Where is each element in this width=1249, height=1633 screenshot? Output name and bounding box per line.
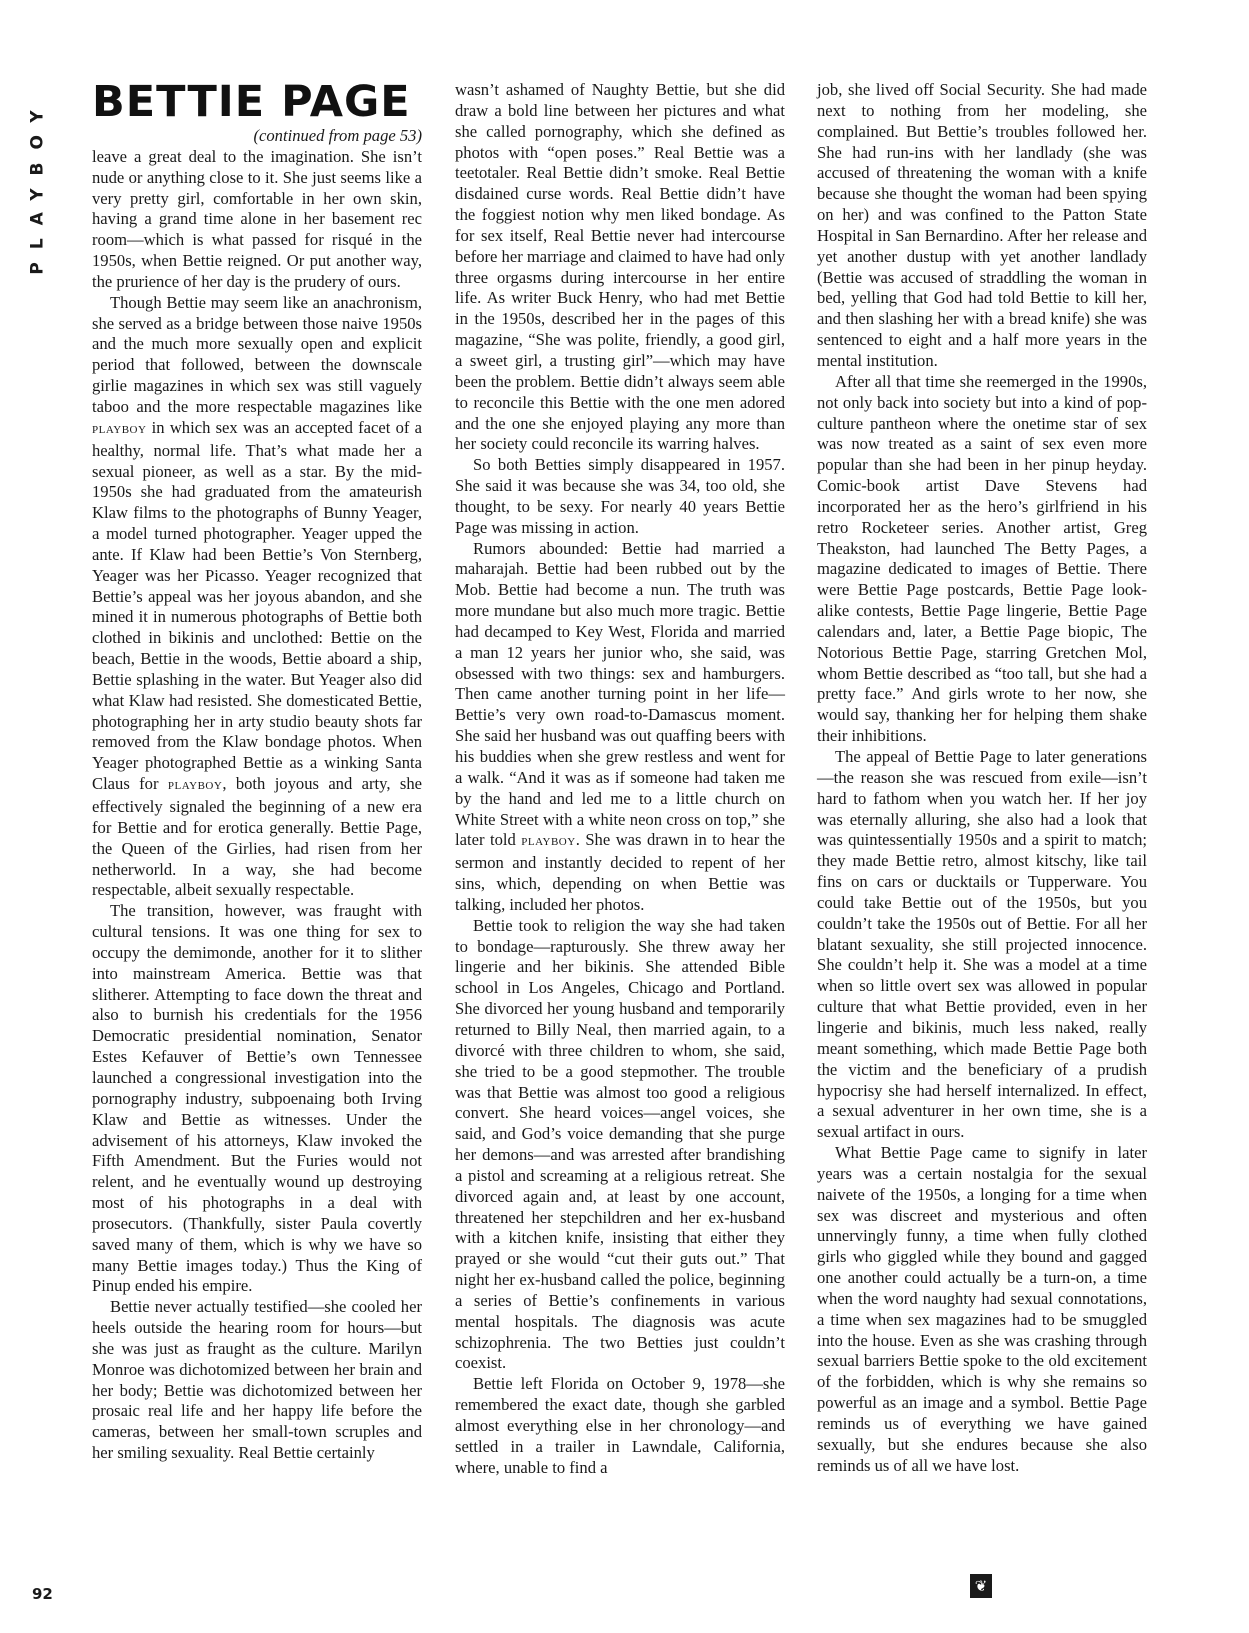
magazine-vertical-logo (18, 76, 58, 296)
rabbit-head-icon: ❦ (970, 1574, 992, 1598)
article-column-3 (817, 80, 1147, 1477)
article-column-1 (92, 77, 422, 1464)
paragraph: The appeal of Bettie Page to later generations—the reason she was rescued from exile—isn’t hard to fathom when you watch her. If her joy was eternally alluring, she also had a look that was quintessentially 1950s and a spirit to match; they made Bettie retro, almost kitschy, like tail fins on cars or ducktails or Tupperware. You could take Bettie out of the 1950s, but you couldn’t take the 1950s out of Bettie. For all her blatant sexuality, she still projected innocence. She couldn’t help it. She was a model at a time when so little overt sex was allowed in popular culture that what Bettie provided, even in her lingerie and bikinis, much less naked, really meant something, which made Bettie Page both the victim and the beneficiary of a prudish hypocrisy she had herself internalized. In effect, a sexual adventurer in her own time, she is a sexual artifact in ours. (817, 747, 1147, 1142)
article-column-2 (455, 80, 785, 1479)
paragraph: Rumors abounded: Bettie had married a maharajah. Bettie had been rubbed out by the Mob. Bettie had become a nun. The truth was more mundane but also much more tragic. Bettie had decamped to Key West, Florida and married a man 12 years her junior who, she said, was obsessed with two things: sex and hamburgers. Then came another turning point in her life—Bettie’s very own road-to-Damascus moment. She said her husband was out quaffing beers with his buddies when she grew restless and went for a walk. “And it was as if someone had taken me by the hand and led me to a little church on White Street with a white neon cross on top,” she later told PLAYBOY. She was drawn in to hear the sermon and instantly decided to repent of her sins, which, depending on when Bettie was talking, included her photos. (455, 538, 785, 914)
paragraph: What Bettie Page came to signify in later years was a certain nostalgia for the sexual naivete of the 1950s, a longing for a time when sex was discreet and mysterious and often unnervingly funny, a time when fully clothed girls who giggled while they bound and gagged one another could actually be a turn-on, a time when the word naughty had sexual connotations, a time when sex magazines had to be smuggled into the house. Even as she was crashing through sexual barriers Bettie spoke to the old excitement of the forbidden, which is why she remains so powerful as an image and a symbol. Bettie Page reminds us of everything we have gained sexually, but she endures because she also reminds us of all we have lost. (817, 1143, 1147, 1475)
paragraph: The transition, however, was fraught with cultural tensions. It was one thing for sex to occupy the demimonde, another for it to slither into mainstream America. Bettie was that slitherer. Attempting to face down the threat and also to burnish his credentials for the 1956 Democratic presidential nomination, Senator Estes Kefauver of Bettie’s own Tennessee launched a congressional investigation into the pornography industry, subpoenaing both Irving Klaw and Bettie as witnesses. Under the advisement of his attorneys, Klaw invoked the Fifth Amendment. But the Furies would not relent, and he eventually wound up destroying most of his photographs in a deal with prosecutors. (Thankfully, sister Paula covertly saved many of them, which is why we have so many Bettie images today.) Thus the King of Pinup ended his empire. (92, 901, 422, 1296)
paragraph: Bettie took to religion the way she had taken to bondage—rapturously. She threw away her lingerie and her bikinis. She attended Bible school in Los Angeles, Chicago and Portland. She divorced her young husband and temporarily returned to Billy Neal, then married again, to a divorcé with three children to whom, she said, she tried to be a good stepmother. The trouble was that Bettie was almost too good a religious convert. She heard voices—angel voices, she said, and God’s voice demanding that she purge her demons—and was arrested after brandishing a pistol and screaming at a religious retreat. She divorced again and, at least by one account, threatened her stepchildren and her ex-husband with a kitchen knife, insisting that either they prayed or she would “cut their guts out.” That night her ex-husband called the police, beginning a series of Bettie’s confinements in various mental hospitals. The diagnosis was acute schizophrenia. The two Betties just couldn’t coexist. (455, 915, 785, 1373)
paragraph: So both Betties simply disappeared in 1957. She said it was because she was 34, too old, she thought, to be sexy. For nearly 40 years Bettie Page was missing in action. (455, 455, 785, 537)
magazine-name-inline: PLAYBOY (167, 780, 223, 793)
paragraph: job, she lived off Social Security. She had made next to nothing from her modeling, she complained. But Bettie’s troubles followed her. She had run-ins with her landlady (she was accused of threatening the woman with a knife because she thought the woman had been spying on her) and was confined to the Patton State Hospital in San Bernardino. After her release and yet another dustup with yet another landlady (Bettie was accused of straddling the woman in bed, yelling that God had told Bettie to kill her, and then slashing her with a bread knife) she was sentenced to eight and a half more years in the mental institution. (817, 80, 1147, 370)
paragraph: Bettie never actually testified—she cooled her heels outside the hearing room for hours—but she was just as fraught as the culture. Marilyn Monroe was dichotomized between her brain and her body; Bettie was dichotomized between her prosaic real life and her happy life before the cameras, between her small-town scruples and her smiling sexuality. Real Bettie certainly (92, 1297, 422, 1463)
paragraph: leave a great deal to the imagination. She isn’t nude or anything close to it. She just seems like a very pretty girl, comfortable in her own skin, having a grand time alone in her basement rec room—which is what passed for risqué in the 1950s, when Bettie reigned. Or put another way, the prurience of her day is the prudery of ours. (92, 146, 422, 291)
article-headline: BETTIE PAGE (92, 77, 411, 127)
paragraph: Though Bettie may seem like an anachronism, she served as a bridge between those naive 1950s and the much more sexually open and explicit period that followed, between the downscale girlie magazines in which sex was still vaguely taboo and the more respectable magazines like PLAYBOY in which sex was an accepted facet of a healthy, normal life. That’s what made her a sexual pioneer, as well as a star. By the mid-1950s she had graduated from the amateurish Klaw films to the photographs of Bunny Yeager, a model turned photographer. Yeager upped the ante. If Klaw had been Bettie’s Von Sternberg, Yeager was her Picasso. Yeager recognized that Bettie’s appeal was her joyous abandon, and she mined it in numerous photographs of Bettie both clothed in bikinis and unclothed: Bettie on the beach, Bettie in the woods, Bettie aboard a ship, Bettie splashing in the water. But Yeager also did what Klaw had resisted. She domesticated Bettie, photographing her in arty studio beauty shots far removed from the Klaw bondage photos. When Yeager photographed Bettie as a winking Santa Claus for PLAYBOY, both joyous and arty, she effectively signaled the beginning of a new era for Bettie and for erotica generally. Bettie Page, the Queen of the Girlies, had risen from her netherworld. In a way, she had become respectable, albeit sexually respectable. (92, 292, 422, 900)
magazine-name-inline: PLAYBOY (521, 836, 576, 849)
page-number: 92 (32, 1585, 53, 1603)
magazine-vertical-text: PLAYBOY (28, 97, 48, 275)
continued-note: (continued from page 53) (253, 126, 422, 145)
paragraph: Bettie left Florida on October 9, 1978—she remembered the exact date, though she garbled almost everything else in her chronology—and settled in a trailer in Lawndale, California, where, unable to find a (455, 1374, 785, 1477)
paragraph: wasn’t ashamed of Naughty Bettie, but she did draw a bold line between her pictures and what she called pornography, which she defined as photos with “open poses.” Real Bettie was a teetotaler. Real Bettie didn’t smoke. Real Bettie disdained curse words. Real Bettie didn’t have the foggiest notion why men liked bondage. As for sex itself, Real Bettie never had intercourse before her marriage and claimed to have had only three orgasms during intercourse in her entire life. As writer Buck Henry, who had met Bettie in the 1950s, described her in the pages of this magazine, “She was polite, friendly, a good girl, a sweet girl, a trusting girl”—which may have been the problem. Bettie didn’t always seem able to reconcile this Bettie with the one men adored and the one she enjoyed playing any more than her society could reconcile its warring halves. (455, 80, 785, 454)
paragraph: After all that time she reemerged in the 1990s, not only back into society but into a kind of pop-culture pantheon where the onetime star of sex was now treated as a saint of sex even more popular than she had been in her pinup heyday. Comic-book artist Dave Stevens had incorporated her as the hero’s girlfriend in his retro Rocketeer series. Another artist, Greg Theakston, had launched The Betty Pages, a magazine dedicated to images of Bettie. There were Bettie Page postcards, Bettie Page look-alike contests, Bettie Page lingerie, Bettie Page calendars and, later, a Bettie Page biopic, The Notorious Bettie Page, starring Gretchen Mol, whom Bettie described as “too tall, but she had a pretty face.” And girls wrote to her now, she would say, thanking her for helping them shake their inhibitions. (817, 371, 1147, 746)
magazine-name-inline: PLAYBOY (92, 423, 147, 436)
